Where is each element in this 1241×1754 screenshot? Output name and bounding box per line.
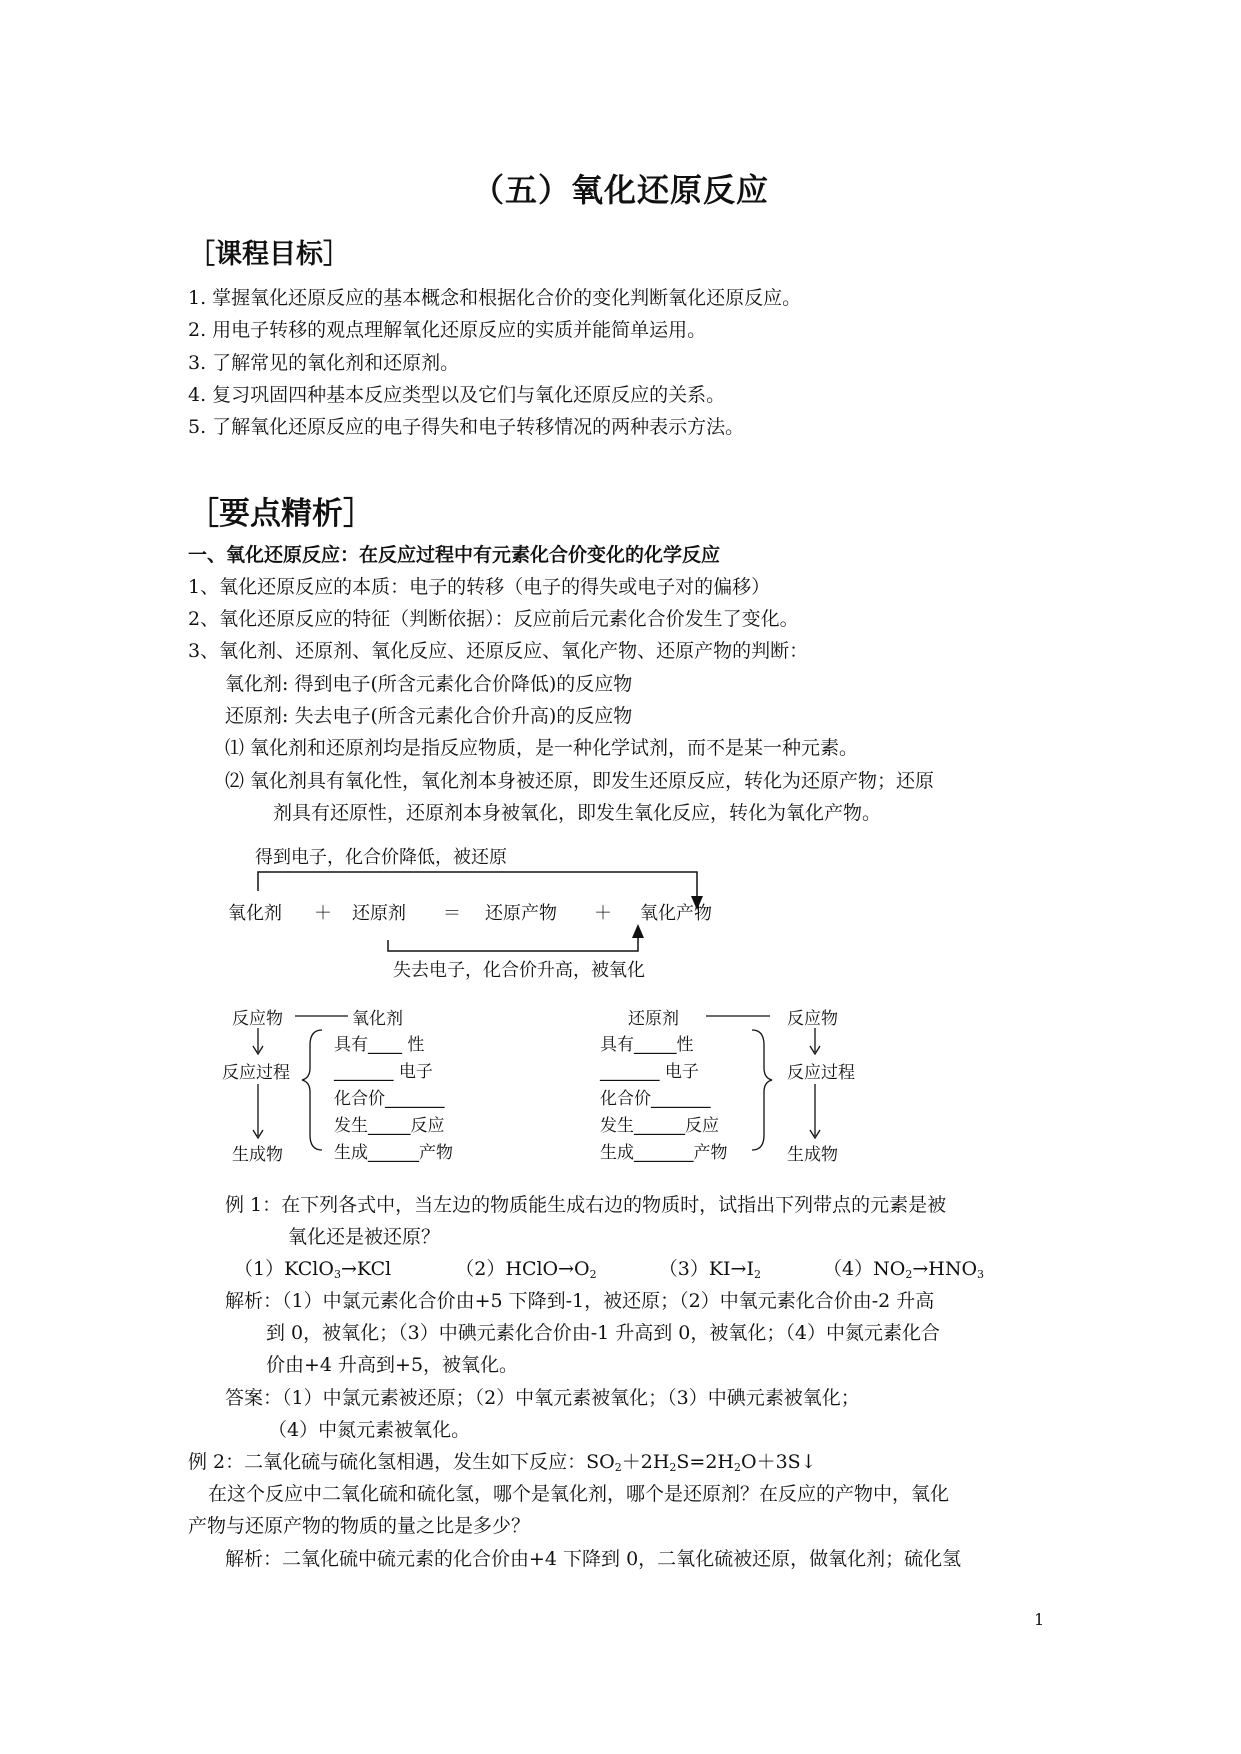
paragraph-line: 氧化剂: 得到电子(所含元素化合价降低)的反应物: [225, 673, 633, 695]
blank-row: 发生_____反应: [334, 1116, 445, 1136]
example2-question: 在这个反应中二氧化硫和硫化氢，哪个是氧化剂，哪个是还原剂？在反应的产物中，氧化: [208, 1483, 950, 1505]
example2-question: 例 2：二氧化硫与硫化氢相遇，发生如下反应：$SO_2+2H_2S=2H_2O+3S↓$: [188, 1451, 817, 1474]
blank-row: 发生______反应: [600, 1116, 719, 1136]
process-label: 反应过程: [787, 1063, 855, 1083]
reductant-label: 还原剂: [628, 1009, 679, 1029]
subheading: 一、氧化还原反应：在反应过程中有元素化合价变化的化学反应: [188, 544, 721, 566]
plus-sign: ＋: [314, 903, 332, 924]
example1-equations: [234, 1254, 984, 1290]
product-label: 生成物: [232, 1145, 283, 1165]
reactant-label: 反应物: [787, 1009, 838, 1029]
blank-row: 化合价_______: [600, 1089, 711, 1109]
section-heading-key-points: ［要点精析］: [188, 496, 374, 532]
objective-item: 1. 掌握氧化还原反应的基本概念和根据化合价的变化判断氧化还原反应。: [188, 287, 802, 309]
paragraph-line: 剂具有还原性，还原剂本身被氧化，即发生氧化反应，转化为氧化产物。: [273, 802, 882, 824]
paragraph-line: 还原剂: 失去电子(所含元素化合价升高)的反应物: [225, 705, 633, 727]
example1-question: 氧化还是被还原？: [288, 1226, 441, 1248]
example1-answer: （4）中氮元素被氧化。: [268, 1419, 471, 1441]
blank-row: 生成_______产物: [600, 1143, 728, 1163]
example2-analysis: 解析：二氧化硫中硫元素的化合价由+4 下降到 0，二氧化硫被还原，做氧化剂；硫化氢: [225, 1548, 962, 1570]
product-label: 生成物: [787, 1145, 838, 1165]
blank-row: 具有____ 性: [334, 1035, 425, 1055]
equals-sign: ＝: [443, 903, 461, 924]
oxidation-product-label: 氧化产物: [640, 903, 712, 924]
example2-question: 产物与还原产物的物质的量之比是多少？: [188, 1515, 531, 1537]
oxidant-label: 氧化剂: [352, 1009, 403, 1029]
objective-item: 3. 了解常见的氧化剂和还原剂。: [188, 352, 460, 374]
bottom-label: 失去电子，化合价升高，被氧化: [393, 960, 645, 981]
example1-analysis: 到 0，被氧化；（3）中碘元素化合价由-1 升高到 0，被氧化；（4）中氮元素化合: [266, 1322, 940, 1344]
blank-row: _______ 电子: [334, 1062, 433, 1082]
reactant-label: 反应物: [232, 1009, 283, 1029]
oxidant-label: 氧化剂: [228, 903, 282, 924]
reductant-label: 还原剂: [352, 903, 406, 924]
equation: $(2)HClO\to O_2$: [455, 1258, 597, 1281]
section-heading-objectives: ［课程目标］: [188, 239, 350, 270]
paragraph-line: 3、氧化剂、还原剂、氧化反应、还原反应、氧化产物、还原产物的判断：: [188, 640, 809, 662]
blank-row: 具有_____性: [600, 1035, 694, 1055]
plus-sign: ＋: [594, 903, 612, 924]
objective-item: 4. 复习巩固四种基本反应类型以及它们与氧化还原反应的关系。: [188, 384, 726, 406]
objective-item: 2. 用电子转移的观点理解氧化还原反应的实质并能简单运用。: [188, 319, 707, 341]
equation: $(4)NO_2\to HNO_3$: [823, 1258, 985, 1281]
page-number: 1: [1034, 1610, 1045, 1629]
example1-question: 例 1：在下列各式中，当左边的物质能生成右边的物质时，试指出下列带点的元素是被: [225, 1194, 947, 1216]
paragraph-line: ⑴ 氧化剂和还原剂均是指反应物质，是一种化学试剂，而不是某一种元素。: [225, 737, 859, 759]
reduction-product-label: 还原产物: [485, 903, 557, 924]
paragraph-line: 2、氧化还原反应的特征（判断依据）：反应前后元素化合价发生了变化。: [188, 608, 799, 630]
process-label: 反应过程: [222, 1063, 290, 1083]
equation: （1）KClO$_3$→KCl: [234, 1258, 392, 1281]
example1-analysis: 解析：（1）中氯元素化合价由+5 下降到-1，被还原；（2）中氧元素化合价由-2 升高: [225, 1290, 935, 1312]
top-label: 得到电子，化合价降低，被还原: [255, 847, 507, 868]
equation: $(3)KI\to I_2$: [658, 1258, 761, 1281]
blank-row: 生成______产物: [334, 1143, 453, 1163]
paragraph-line: 1、氧化还原反应的本质：电子的转移（电子的得失或电子对的偏移）: [188, 576, 771, 598]
blank-row: 化合价_______: [334, 1089, 445, 1109]
page-title: （五）氧化还原反应: [471, 171, 769, 209]
objective-item: 5. 了解氧化还原反应的电子得失和电子转移情况的两种表示方法。: [188, 416, 745, 438]
example1-analysis: 价由+4 升高到+5，被氧化。: [266, 1354, 519, 1376]
example1-answer: 答案：（1）中氯元素被还原；（2）中氧元素被氧化；（3）中碘元素被氧化；: [225, 1387, 860, 1409]
paragraph-line: ⑵ 氧化剂具有氧化性，氧化剂本身被还原，即发生还原反应，转化为还原产物；还原: [225, 770, 935, 792]
blank-row: _______ 电子: [600, 1062, 699, 1082]
